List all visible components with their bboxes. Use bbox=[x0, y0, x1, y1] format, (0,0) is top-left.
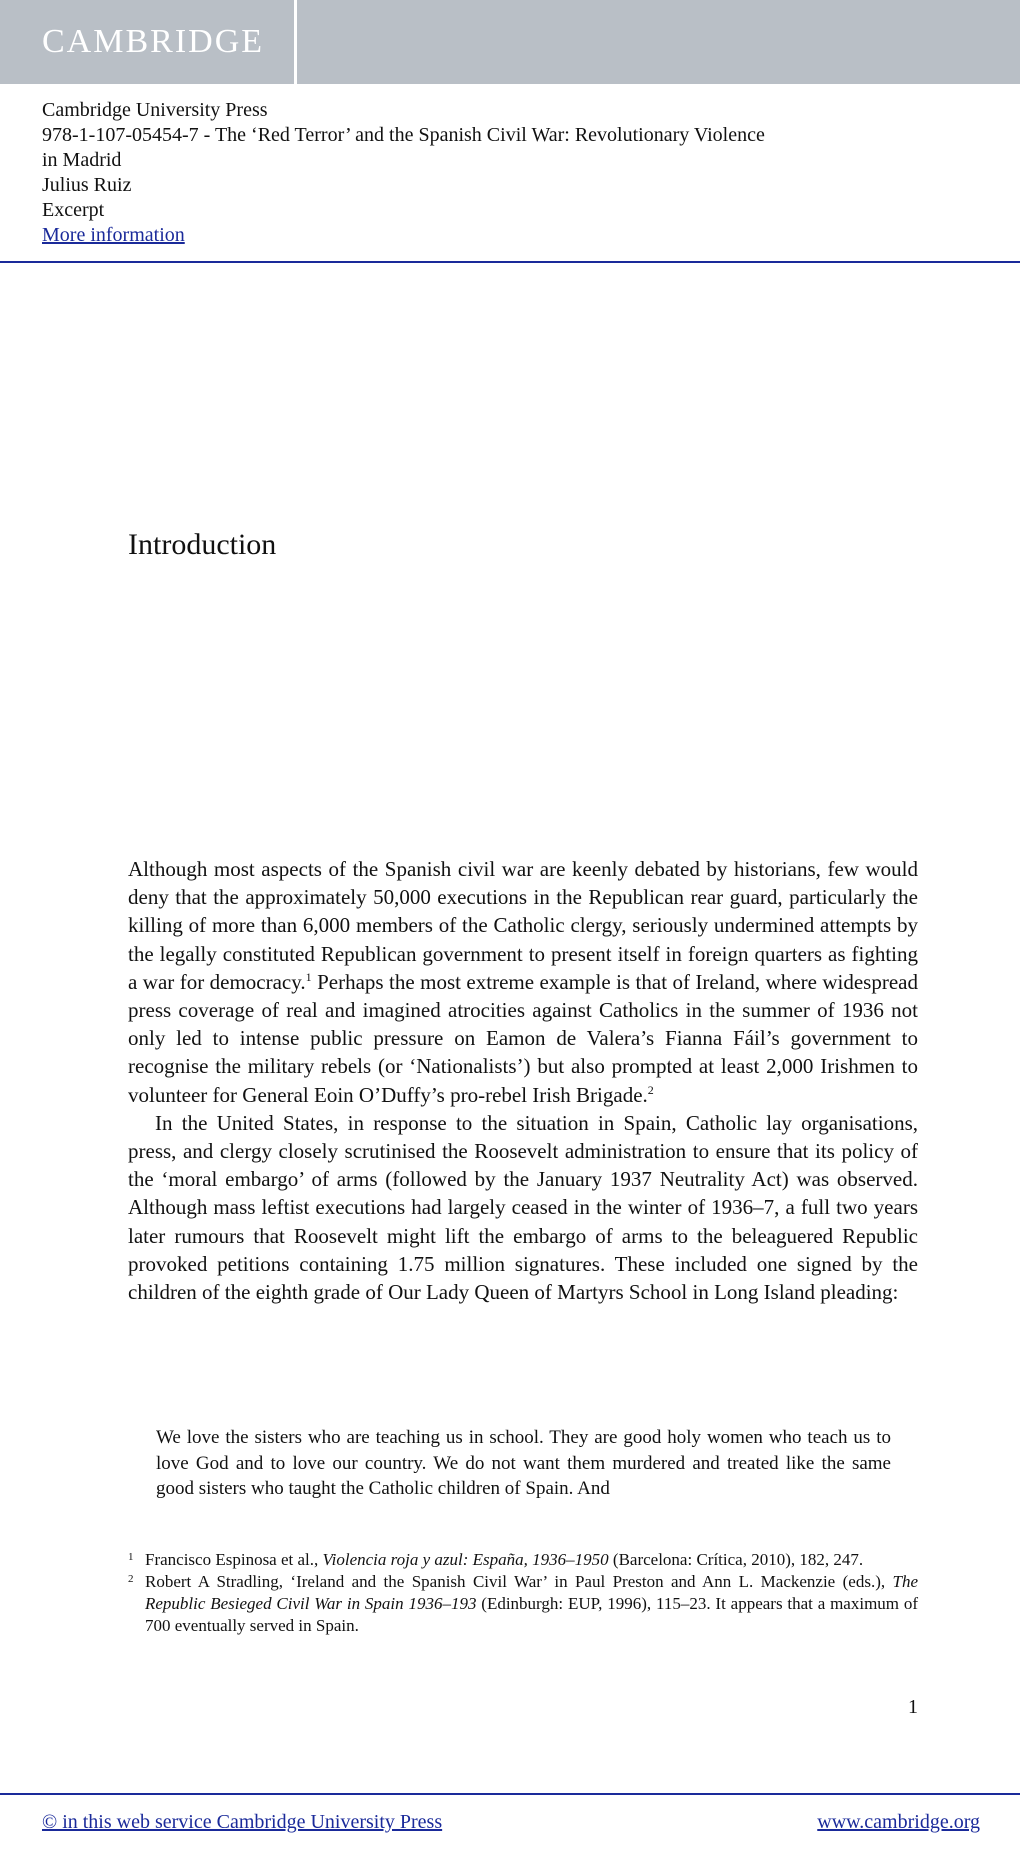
footer-divider bbox=[0, 1793, 1020, 1795]
footnote-title: The Republic Besieged Civil War in Spain 1936–193 bbox=[145, 1572, 918, 1613]
chapter-title: Introduction bbox=[128, 528, 277, 561]
author-name: Julius Ruiz bbox=[42, 174, 132, 196]
footnote-ref-2: 2 bbox=[647, 1082, 654, 1097]
book-metadata bbox=[42, 98, 972, 248]
isbn-title-line-1: 978-1-107-05454-7 - The ‘Red Terror’ and the Spanish Civil War: Revolutionary Violence bbox=[42, 124, 765, 146]
footnote-title: Violencia roja y azul: España, 1936–1950 bbox=[322, 1550, 609, 1569]
copyright-link[interactable]: © in this web service Cambridge University Press bbox=[42, 1811, 443, 1833]
website-link[interactable]: www.cambridge.org bbox=[817, 1811, 980, 1833]
banner-divider bbox=[294, 0, 297, 84]
header-divider bbox=[0, 261, 1020, 263]
footnote-number: 1 bbox=[128, 1551, 134, 1563]
more-information-link[interactable]: More information bbox=[42, 224, 185, 246]
footnote-ref-1: 1 bbox=[305, 969, 312, 984]
publisher-name: Cambridge University Press bbox=[42, 99, 268, 121]
block-quote: We love the sisters who are teaching us in school. They are good holy women who teach us to love God and to love our country. We do not want them murdered and treated like the same good sisters who taught the Catholic children of Spain. And bbox=[156, 1427, 891, 1499]
isbn-title-line-2: in Madrid bbox=[42, 149, 122, 171]
cambridge-logo: CAMBRIDGE bbox=[42, 23, 265, 60]
main-text bbox=[128, 855, 918, 1306]
footnote-1: 1 Francisco Espinosa et al., Violencia roja y azul: España, 1936–1950 (Barcelona: Crítica, 2010), 182, 247. bbox=[128, 1549, 918, 1571]
paragraph-1 bbox=[128, 855, 918, 1109]
footnote-number: 2 bbox=[128, 1573, 134, 1585]
footnote-2: 2 Robert A Stradling, ‘Ireland and the Spanish Civil War’ in Paul Preston and Ann L. Mackenzie (eds.), The Republic Besieged Civil War in Spain 1936–193 (Edinburgh: EUP, 1996), 115–23. It appears that a maximum of 700 eventually served in Spain. bbox=[128, 1571, 918, 1637]
paragraph-1-continued: Perhaps the most extreme example is that of Ireland, where widespread press coverage of real and imagined atrocities against Catholics in the summer of 1936 not only led to intense public pressure on Eamon de Valera’s Fianna Fáil’s government to recognise the military rebels (or ‘Nationalists’) but also prompted at least 2,000 Irishmen to volunteer for General Eoin O’Duffy’s pro-rebel Irish Brigade. bbox=[128, 969, 918, 1107]
excerpt-label: Excerpt bbox=[42, 199, 105, 221]
paragraph-2: In the United States, in response to the situation in Spain, Catholic lay organisations, press, and clergy closely scrutinised the Roosevelt administration to ensure that its policy of the ‘moral embargo’ of arms (followed by the January 1937 Neutrality Act) was observed. Although mass leftist executions had largely ceased in the winter of 1936–7, a full two years later rumours that Roosevelt might lift the embargo of arms to the beleaguered Republic provoked petitions containing 1.75 million signatures. These included one signed by the children of the eighth grade of Our Lady Queen of Martyrs School in Long Island pleading: bbox=[128, 1110, 918, 1305]
page-number: 1 bbox=[908, 1696, 918, 1718]
paragraph-1-text: Although most aspects of the Spanish civil war are keenly debated by historians, few would deny that the approximately 50,000 executions in the Republican rear guard, particularly the killing of more than 6,000 members of the Catholic clergy, seriously undermined attempts by the legally constituted Republican government to present itself in foreign quarters as fighting a war for democracy. bbox=[128, 857, 918, 994]
footnotes bbox=[128, 1549, 918, 1637]
header-banner bbox=[0, 0, 1020, 84]
